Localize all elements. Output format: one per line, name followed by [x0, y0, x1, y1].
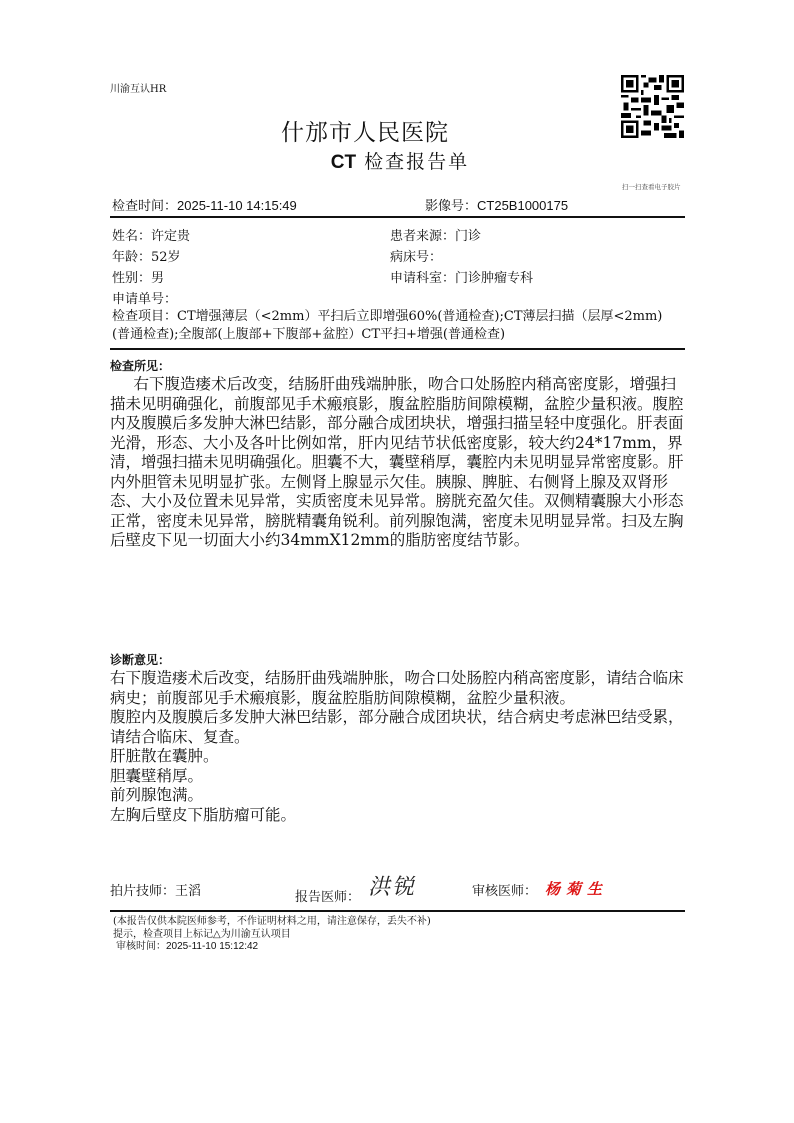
divider: [110, 910, 685, 912]
request-department: [390, 267, 533, 286]
disclaimer: (本报告仅供本院医师参考，不作证明材料之用，请注意保存，丢失不补): [113, 916, 431, 927]
image-number-label: 影像号：: [425, 199, 478, 214]
patient-age-label: 年龄：: [112, 250, 152, 265]
technician-label: 拍片技师：: [110, 884, 176, 899]
diagnosis-item: 前列腺饱满。: [110, 786, 204, 804]
diagnosis-title: 诊断意见：: [110, 653, 171, 667]
technician: [110, 880, 201, 899]
exam-time-label: 检查时间：: [112, 199, 178, 214]
patient-name-value: 许定贵: [151, 229, 191, 244]
reviewing-doctor-signature: 杨菊生: [545, 880, 609, 898]
report-title-prefix: CT: [330, 152, 357, 173]
qr-caption: 扫一扫查看电子胶片: [622, 183, 681, 191]
patient-name-label: 姓名：: [112, 229, 152, 244]
exam-time: [112, 195, 297, 214]
patient-sex-label: 性别：: [112, 271, 152, 286]
request-number: [112, 288, 177, 307]
patient-source-label: 患者来源：: [390, 229, 456, 244]
patient-name: [112, 225, 190, 244]
findings-text: 右下腹造瘘术后改变，结肠肝曲残端肿胀，吻合口处肠腔内稍高密度影，增强扫描未见明确强化，前腹部见手术瘢痕影，腹盆腔脂肪间隙模糊，盆腔少量积液。腹腔内及腹膜后多发肿大淋巴结影，部分融合成团块状，增强扫描呈轻中度强化。肝表面光滑，形态、大小及各叶比例如常，肝内见结节状低密度影，较大约24*17mm，界清，增强扫描未见明确强化。胆囊不大，囊壁稍厚，囊腔内未见明显异常密度影。肝内外胆管未见明显扩张。左侧肾上腺显示欠佳。胰腺、脾脏、右侧肾上腺及双肾形态、大小及位置未见异常，实质密度未见异常。膀胱充盈欠佳。双侧精囊腺大小形态正常，密度未见异常，膀胱精囊角锐利。前列腺饱满，密度未见明显异常。扫及左胸后壁皮下见一切面大小约34mmX12mm的脂肪密度结节影。: [110, 375, 684, 549]
bed-number: [390, 246, 442, 265]
exam-time-value: 2025-11-10 14:15:49: [177, 198, 297, 213]
mutual-recognition-hint: 提示，检查项目上标记△为川渝互认项目: [113, 928, 291, 940]
exam-items: [112, 308, 672, 344]
exam-items-value: CT增强薄层（<2mm）平扫后立即增强60%(普通检查);CT薄层扫描（层厚<2mm)(普通检查);全腹部(上腹部+下腹部+盆腔）CT平扫+增强(普通检查): [112, 309, 663, 342]
request-number-label: 申请单号：: [112, 292, 178, 307]
bed-number-label: 病床号：: [390, 250, 443, 265]
footer: [113, 916, 431, 954]
patient-age-value: 52岁: [151, 250, 181, 265]
report-title: [0, 147, 794, 174]
exam-items-label: 检查项目：: [112, 309, 178, 324]
image-number-value: CT25B1000175: [477, 198, 569, 213]
hospital-name: 什邡市人民医院: [281, 120, 449, 146]
technician-name: 王滔: [175, 884, 202, 899]
reporting-doctor-signature: 洪锐: [368, 875, 417, 900]
patient-source-value: 门诊: [455, 229, 482, 244]
patient-age: [112, 246, 181, 265]
review-time: [113, 941, 431, 954]
qr-code-icon[interactable]: [621, 75, 684, 138]
review-time-label: 审核时间：: [116, 941, 166, 952]
findings-title: 检查所见：: [110, 359, 171, 373]
divider: [110, 348, 685, 350]
diagnosis-list: [110, 669, 685, 825]
review-time-value: 2025-11-10 15:12:42: [166, 941, 259, 952]
request-department-value: 门诊肿瘤专科: [455, 271, 534, 286]
diagnosis-item: 左胸后壁皮下脂肪瘤可能。: [110, 805, 297, 824]
diagnosis-item: 胆囊壁稍厚。: [110, 766, 204, 785]
diagnosis-item: 右下腹造瘘术后改变，结肠肝曲残端肿胀，吻合口处肠腔内稍高密度影，请结合临床病史；前腹部见手术瘢痕影，腹盆腔脂肪间隙模糊，盆腔少量积液。: [110, 669, 684, 707]
mutual-recognition-tag: 川渝互认HR: [110, 84, 167, 95]
diagnosis-item: 肝脏散在囊肿。: [110, 747, 219, 765]
request-department-label: 申请科室：: [390, 271, 456, 286]
image-number: [425, 195, 568, 214]
reviewing-doctor-label: 审核医师：: [472, 884, 538, 899]
patient-sex: [112, 267, 164, 286]
divider: [110, 216, 685, 218]
patient-sex-value: 男: [151, 271, 165, 286]
reporting-doctor-label: 报告医师：: [295, 890, 361, 905]
report-title-text: 检查报告单: [364, 151, 470, 173]
patient-source: [390, 225, 481, 244]
diagnosis-item: 腹腔内及腹膜后多发肿大淋巴结影，部分融合成团块状，结合病史考虑淋巴结受累，请结合临床、复查。: [110, 708, 684, 746]
